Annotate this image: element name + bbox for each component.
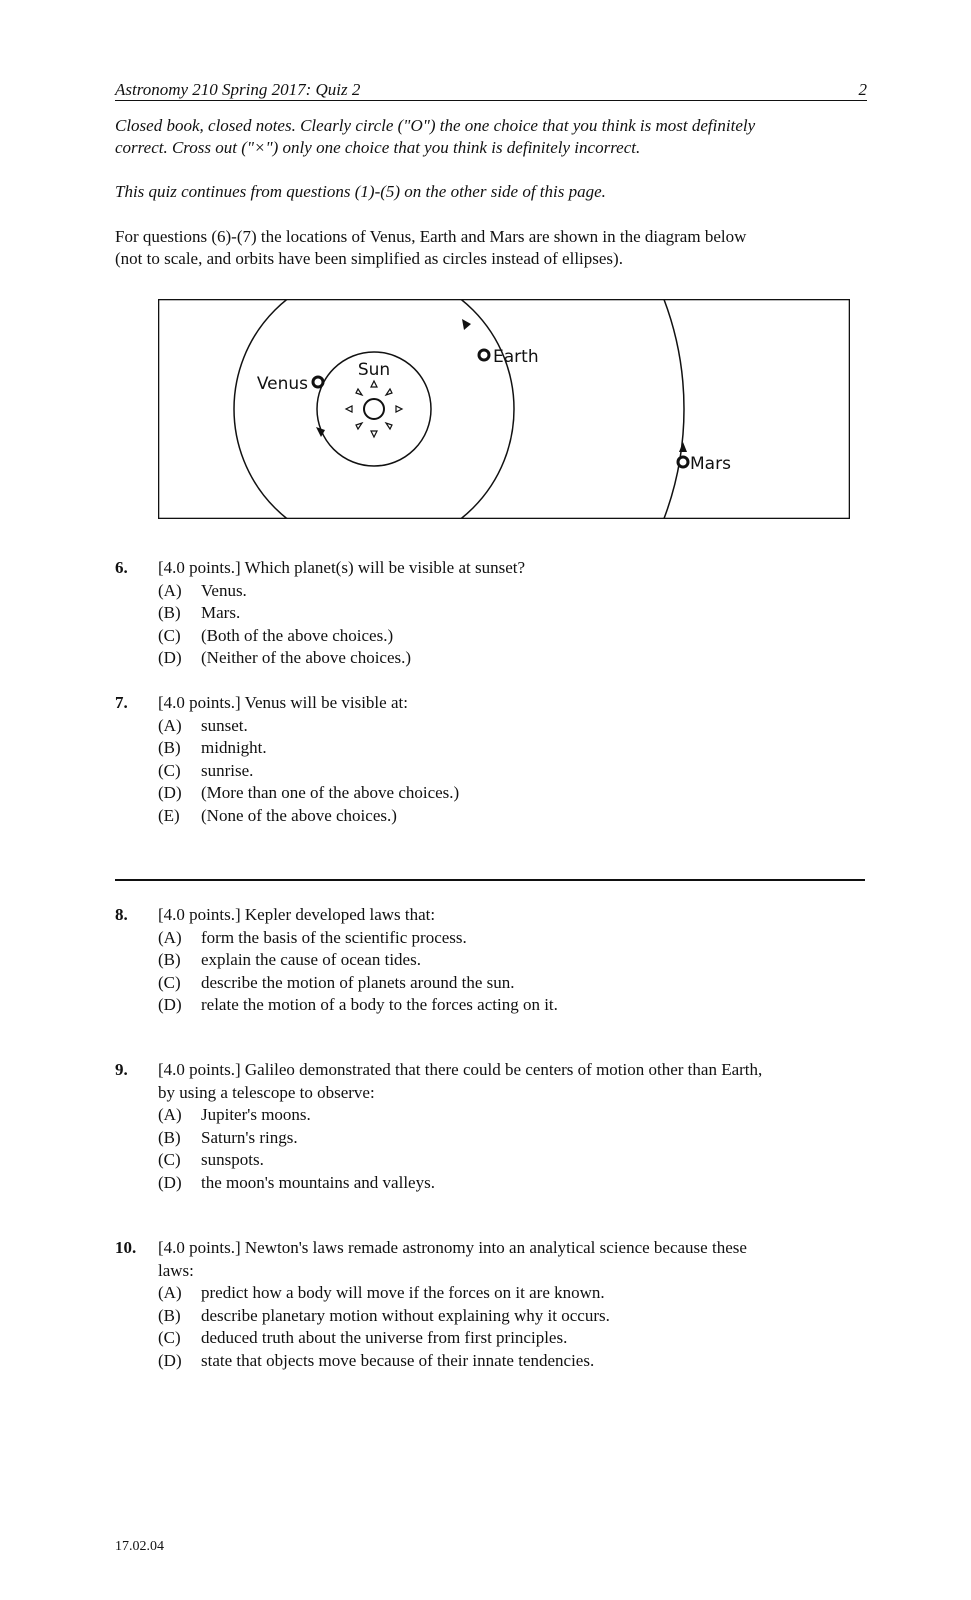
- option-a[interactable]: (A) predict how a body will move if the forces on it are known.: [158, 1283, 605, 1302]
- mars-label: Mars: [690, 454, 731, 474]
- question-number: 8.: [115, 905, 128, 924]
- sun-label: Sun: [357, 360, 391, 380]
- section-divider: [115, 879, 865, 881]
- question-number: 10.: [115, 1238, 137, 1257]
- question-number: 9.: [115, 1060, 128, 1079]
- option-b[interactable]: (B) Mars.: [158, 603, 241, 622]
- continuation-note: This quiz continues from questions (1)-(5) on the other side of this page.: [115, 182, 606, 201]
- option-d[interactable]: (D) state that objects move because of their innate tendencies.: [158, 1350, 595, 1370]
- question-stem: [4.0 points.] Kepler developed laws that:: [158, 905, 436, 924]
- orbit-diagram: [158, 299, 850, 519]
- instructions-line-2: correct. Cross out ("×") only one choice that you think is definitely incorrect.: [115, 138, 641, 157]
- option-d[interactable]: (D) (Neither of the above choices.): [158, 648, 412, 667]
- earth-label: Earth: [493, 347, 539, 367]
- page-number: 2: [858, 80, 867, 99]
- header-title: Astronomy 210 Spring 2017: Quiz 2: [115, 80, 361, 99]
- question-stem: [4.0 points.] Galileo demonstrated that there could be centers of motion other than Earth,: [158, 1060, 763, 1079]
- option-c[interactable]: (C) (Both of the above choices.): [158, 625, 394, 645]
- option-a[interactable]: (A) form the basis of the scientific process.: [158, 927, 467, 947]
- diagram-intro: [115, 226, 875, 270]
- option-d[interactable]: (D) (More than one of the above choices.): [158, 783, 460, 802]
- option-d[interactable]: (D) relate the motion of a body to the forces acting on it.: [158, 995, 558, 1014]
- venus-label: Venus: [256, 374, 308, 394]
- question-stem-continued: laws:: [158, 1260, 194, 1280]
- question-stem: [4.0 points.] Venus will be visible at:: [158, 693, 408, 712]
- option-d[interactable]: (D) the moon's mountains and valleys.: [158, 1172, 435, 1192]
- option-a[interactable]: (A) Jupiter's moons.: [158, 1105, 311, 1124]
- option-a[interactable]: (A) sunset.: [158, 715, 248, 735]
- option-b[interactable]: (B) describe planetary motion without explaining why it occurs.: [158, 1305, 610, 1325]
- option-c[interactable]: (C) sunspots.: [158, 1150, 264, 1169]
- mars-marker: [678, 457, 688, 467]
- diagram-intro-line-2: (not to scale, and orbits have been simplified as circles instead of ellipses).: [115, 249, 623, 268]
- question-9: [115, 1059, 875, 1194]
- mars-direction-arrow: [679, 442, 687, 452]
- earth-direction-arrow: [462, 319, 471, 330]
- mars-orbit: [158, 299, 684, 519]
- question-8: [115, 904, 875, 1017]
- question-number: 6.: [115, 558, 128, 577]
- sun-icon: [346, 381, 402, 437]
- diagram-intro-line-1: For questions (6)-(7) the locations of Venus, Earth and Mars are shown in the diagram below: [115, 227, 747, 246]
- option-e[interactable]: (E) (None of the above choices.): [158, 805, 397, 825]
- instructions: [115, 115, 875, 159]
- venus-marker: [313, 377, 323, 387]
- question-stem: [4.0 points.] Which planet(s) will be visible at sunset?: [158, 558, 526, 577]
- question-number: 7.: [115, 693, 128, 712]
- instructions-line-1: Closed book, closed notes. Clearly circle ("O") the one choice that you think is most definitely: [115, 116, 756, 135]
- question-7: [115, 692, 875, 827]
- option-c[interactable]: (C) sunrise.: [158, 760, 254, 780]
- option-b[interactable]: (B) midnight.: [158, 738, 267, 757]
- option-c[interactable]: (C) describe the motion of planets around the sun.: [158, 972, 515, 992]
- option-a[interactable]: (A) Venus.: [158, 580, 247, 600]
- question-10: [115, 1237, 875, 1372]
- diagram-frame: [159, 300, 850, 519]
- footer-date-code: 17.02.04: [115, 1539, 164, 1554]
- option-b[interactable]: (B) explain the cause of ocean tides.: [158, 950, 421, 969]
- page-header: [115, 80, 867, 101]
- option-b[interactable]: (B) Saturn's rings.: [158, 1127, 298, 1147]
- question-stem: [4.0 points.] Newton's laws remade astronomy into an analytical science because these: [158, 1238, 747, 1257]
- question-stem-continued: by using a telescope to observe:: [158, 1082, 375, 1102]
- question-6: [115, 557, 875, 670]
- option-c[interactable]: (C) deduced truth about the universe from first principles.: [158, 1328, 568, 1347]
- earth-marker: [479, 350, 489, 360]
